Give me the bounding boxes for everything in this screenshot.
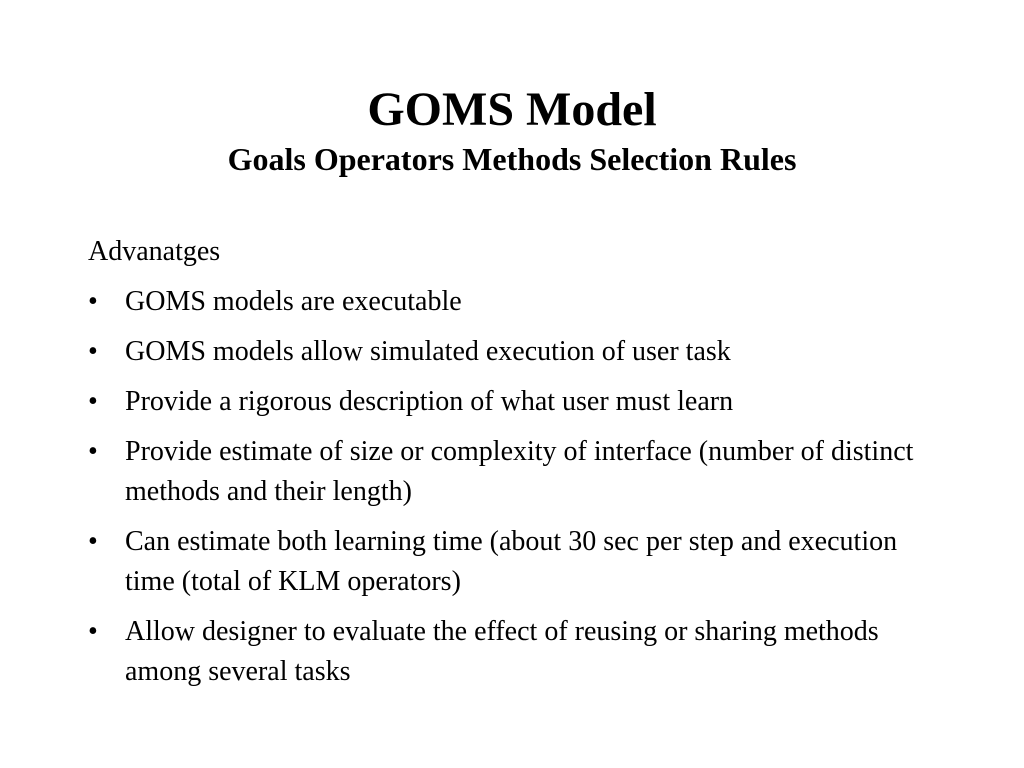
bullet-text: Provide a rigorous description of what user must learn: [125, 386, 734, 417]
slide-title: GOMS Model: [367, 83, 657, 136]
bullet-item: [88, 282, 948, 322]
slide-subtitle: Goals Operators Methods Selection Rules: [227, 141, 797, 177]
bullet-icon: •: [88, 616, 98, 647]
bullet-item: [88, 522, 948, 602]
bullet-item: [88, 382, 948, 422]
section-heading: Advanatges: [88, 236, 221, 267]
bullet-item: [88, 612, 948, 692]
bullet-list: [88, 282, 948, 692]
bullet-text: Allow designer to evaluate the effect of reusing or sharing methods among several tasks: [125, 616, 879, 687]
bullet-icon: •: [88, 336, 98, 367]
bullet-text: GOMS models are executable: [125, 286, 462, 317]
bullet-text: Provide estimate of size or complexity of interface (number of distinct methods and their length): [125, 436, 914, 507]
slide-body: [88, 232, 948, 702]
bullet-item: [88, 432, 948, 512]
bullet-text: Can estimate both learning time (about 30 sec per step and execution time (total of KLM operators): [125, 526, 898, 597]
bullet-icon: •: [88, 286, 98, 317]
title-block: [0, 84, 1024, 178]
bullet-icon: •: [88, 386, 98, 417]
bullet-item: [88, 332, 948, 372]
bullet-text: GOMS models allow simulated execution of user task: [125, 336, 731, 367]
bullet-icon: •: [88, 436, 98, 467]
bullet-icon: •: [88, 526, 98, 557]
